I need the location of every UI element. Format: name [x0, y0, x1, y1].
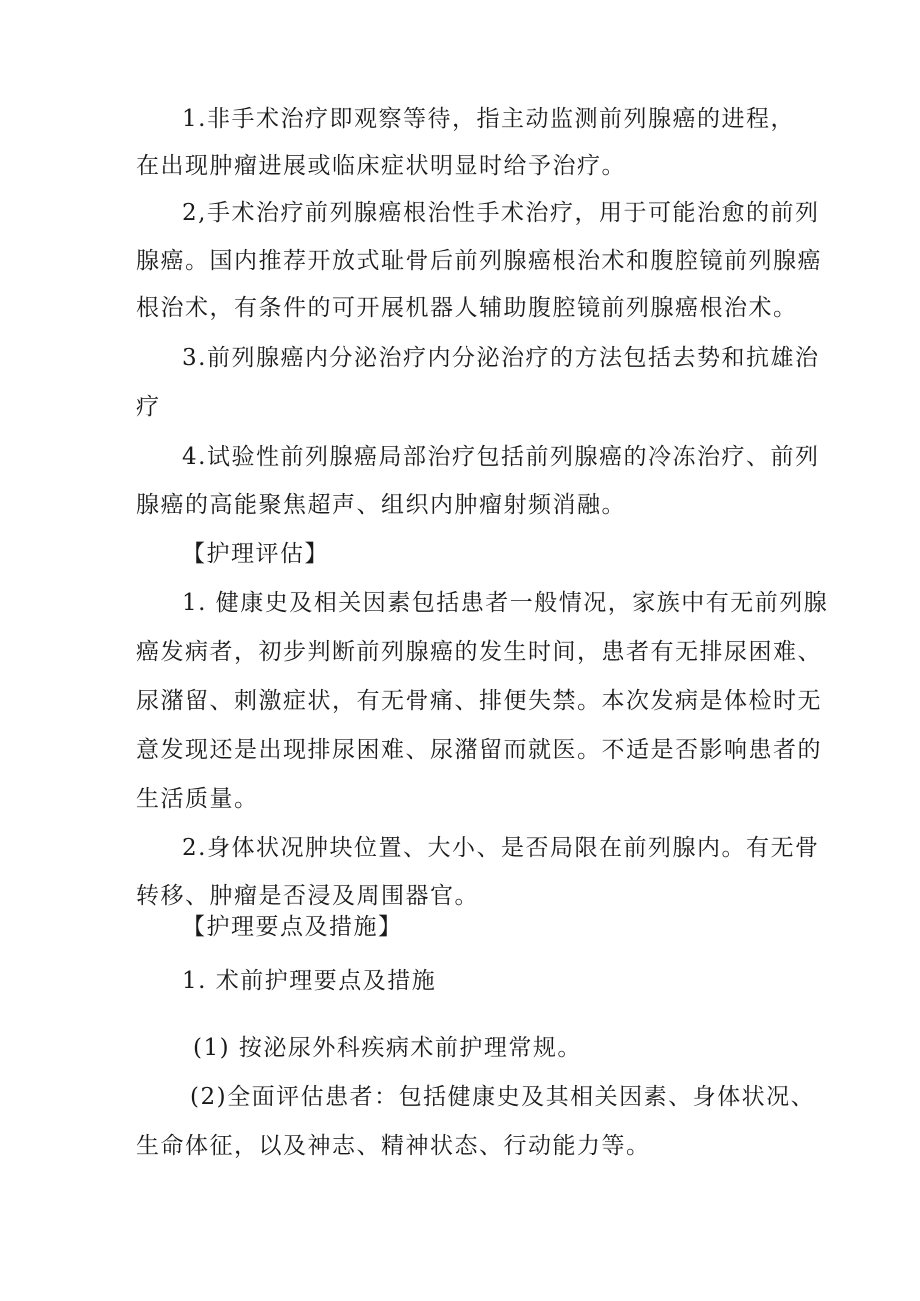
- paragraph-line: 4.试验性前列腺癌局部治疗包括前列腺癌的冷冻治疗、前列: [182, 444, 820, 470]
- section-heading: 【护理评估】: [182, 541, 329, 567]
- subsection-heading: 1. 术前护理要点及措施: [182, 968, 437, 994]
- paragraph-line: 在出现肿瘤进展或临床症状明显时给予治疗。: [136, 153, 626, 179]
- paragraph-line: 1.非手术治疗即观察等待，指主动监测前列腺癌的进程，: [182, 106, 795, 132]
- paragraph-line: (1) 按泌尿外科疾病术前护理常规。: [193, 1035, 582, 1061]
- paragraph-line: 腺癌的高能聚焦超声、组织内肿瘤射频消融。: [136, 492, 626, 518]
- paragraph-line: 根治术，有条件的可开展机器人辅助腹腔镜前列腺癌根治术。: [136, 295, 798, 321]
- paragraph-line: 转移、肿瘤是否浸及周围器官。: [136, 883, 479, 909]
- paragraph-line: 生活质量。: [136, 786, 259, 812]
- section-heading: 【护理要点及措施】: [182, 914, 403, 940]
- paragraph-line: 3.前列腺癌内分泌治疗内分泌治疗的方法包括去势和抗雄治: [182, 345, 820, 371]
- paragraph-line: 癌发病者，初步判断前列腺癌的发生时间，患者有无排尿困难、: [136, 639, 822, 665]
- paragraph-line: 腺癌。国内推荐开放式耻骨后前列腺癌根治术和腹腔镜前列腺癌: [136, 248, 822, 274]
- paragraph-line: 意发现还是出现排尿困难、尿潴留而就医。不适是否影响患者的: [136, 737, 822, 763]
- paragraph-line: 1. 健康史及相关因素包括患者一般情况，家族中有无前列腺: [182, 590, 829, 616]
- paragraph-line: (2)全面评估患者：包括健康史及其相关因素、身体状况、: [190, 1084, 816, 1110]
- paragraph-line: 生命体征，以及神志、精神状态、行动能力等。: [136, 1133, 651, 1159]
- paragraph-line: 尿潴留、刺激症状，有无骨痛、排便失禁。本次发病是体检时无: [136, 688, 822, 714]
- paragraph-line: 疗: [136, 394, 161, 420]
- paragraph-line: 2,手术治疗前列腺癌根治性手术治疗，用于可能治愈的前列: [182, 200, 820, 226]
- paragraph-line: 2.身体状况肿块位置、大小、是否局限在前列腺内。有无骨: [182, 835, 820, 861]
